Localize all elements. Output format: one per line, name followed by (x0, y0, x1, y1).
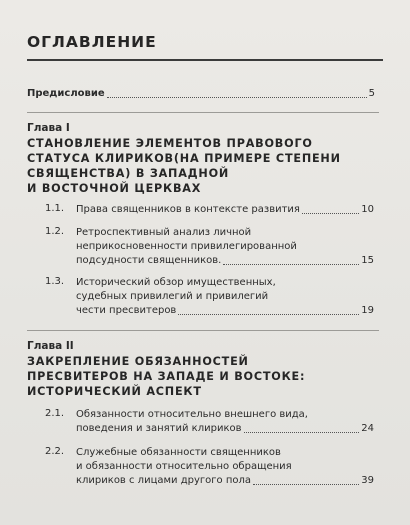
section-1-2-number: 1.2. (45, 226, 65, 237)
section-1-1-line-1: Права священников в контексте развития (76, 204, 300, 215)
section-2-2-page: 39 (361, 475, 374, 486)
separator (27, 112, 379, 113)
chapter-1-label: Глава I (27, 122, 70, 134)
section-2-2-line-1: Служебные обязанности священников (76, 447, 281, 458)
section-1-3-line-2: судебных привилегий и привилегий (76, 291, 269, 302)
chapter-2-title-line-1: ЗАКРЕПЛЕНИЕ ОБЯЗАННОСТЕЙ (27, 355, 249, 368)
chapter-1-title-line-4: И ВОСТОЧНОЙ ЦЕРКВАХ (27, 182, 202, 195)
chapter-2-title-line-3: ИСТОРИЧЕСКИЙ АСПЕКТ (27, 385, 202, 398)
section-2-1-page: 24 (361, 423, 374, 434)
section-2-1-line-2: поведения и занятий клириков (76, 423, 242, 434)
toc-title: ОГЛАВЛЕНИЕ (27, 33, 157, 51)
section-2-2-number: 2.2. (45, 446, 65, 457)
section-1-2-line-1: Ретроспективный анализ личной (76, 227, 252, 238)
toc-entry-1-3[interactable] (76, 304, 374, 318)
toc-entry-1-1[interactable] (76, 203, 374, 217)
section-1-2-page: 15 (361, 255, 374, 266)
section-1-1-number: 1.1. (45, 203, 65, 214)
toc-entry-2-1[interactable] (76, 422, 374, 436)
leader-dots (253, 484, 359, 485)
leader-dots (302, 213, 359, 214)
section-2-1-number: 2.1. (45, 408, 65, 419)
preface-label: Предисловие (27, 88, 105, 99)
section-1-3-page: 19 (361, 305, 374, 316)
toc-entry-1-2[interactable] (76, 254, 374, 268)
chapter-2-title-line-2: ПРЕСВИТЕРОВ НА ЗАПАДЕ И ВОСТОКЕ: (27, 370, 306, 383)
chapter-2-label: Глава II (27, 340, 74, 352)
leader-dots (223, 264, 359, 265)
section-1-3-line-1: Исторический обзор имущественных, (76, 277, 276, 288)
separator (27, 330, 379, 331)
section-1-1-page: 10 (361, 204, 374, 215)
title-underline (27, 59, 383, 61)
section-2-2-line-2: и обязанности относительно обращения (76, 461, 292, 472)
section-1-2-line-2: неприкосновенности привилегированной (76, 241, 297, 252)
chapter-1-title-line-1: СТАНОВЛЕНИЕ ЭЛЕМЕНТОВ ПРАВОВОГО (27, 137, 313, 150)
toc-entry-2-2[interactable] (76, 474, 374, 488)
leader-dots (107, 97, 367, 98)
chapter-1-title-line-3: СВЯЩЕНСТВА) В ЗАПАДНОЙ (27, 167, 230, 180)
section-2-2-line-3: клириков с лицами другого пола (76, 475, 252, 486)
preface-page: 5 (368, 88, 375, 99)
leader-dots (178, 314, 359, 315)
toc-entry-preface[interactable] (27, 87, 375, 101)
chapter-1-title-line-2: СТАТУСА КЛИРИКОВ(НА ПРИМЕРЕ СТЕПЕНИ (27, 152, 341, 165)
section-2-1-line-1: Обязанности относительно внешнего вида, (76, 409, 308, 420)
leader-dots (244, 432, 360, 433)
section-1-2-line-3: подсудности священников. (76, 255, 222, 266)
section-1-3-line-3: чести пресвитеров (76, 305, 177, 316)
section-1-3-number: 1.3. (45, 276, 65, 287)
